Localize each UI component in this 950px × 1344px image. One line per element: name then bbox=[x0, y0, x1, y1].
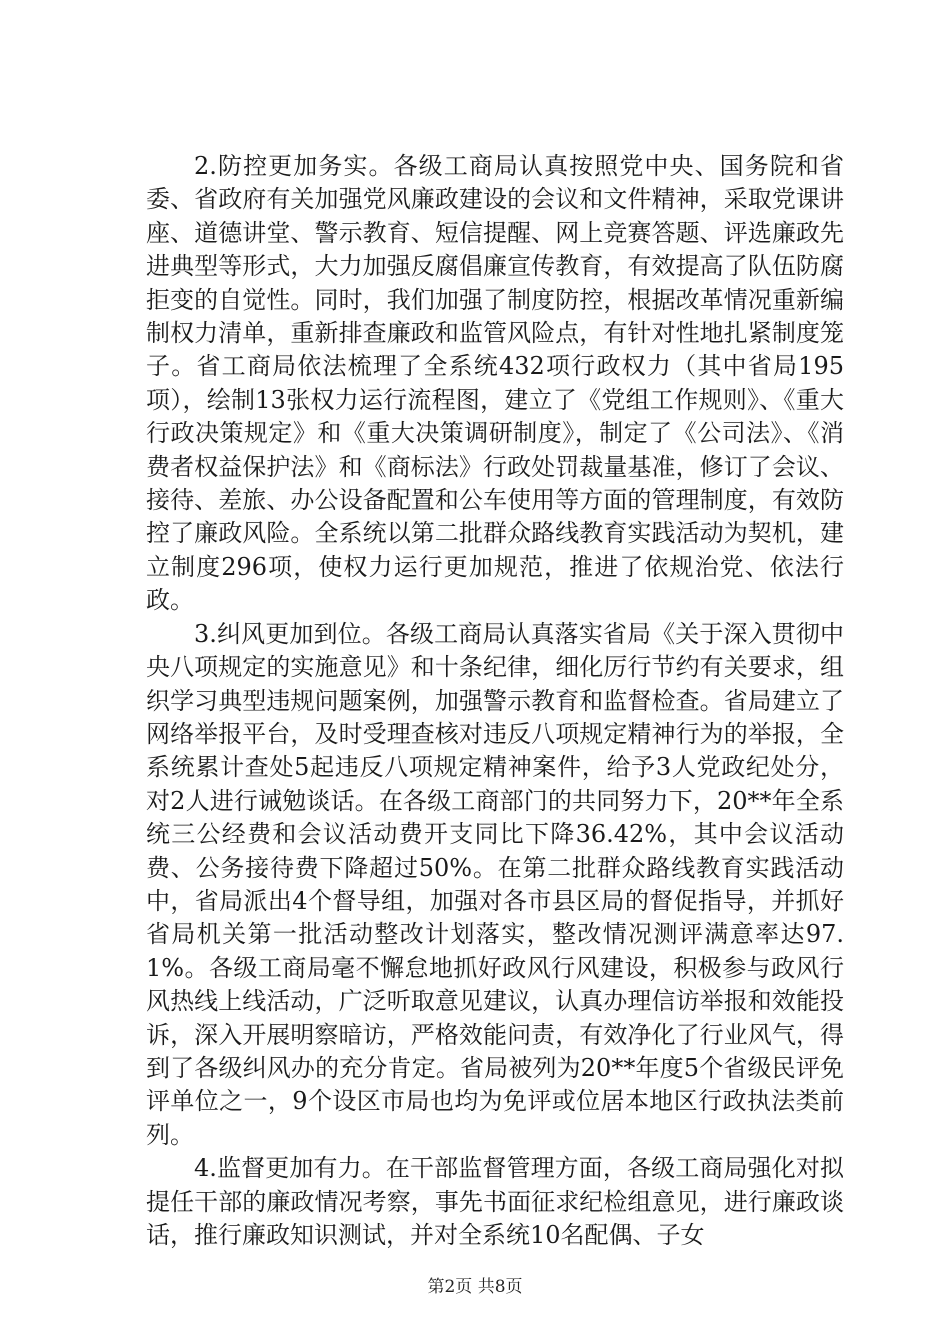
page-footer: 第2页 共8页 bbox=[427, 1277, 523, 1297]
paragraph-supervision: 4.监督更加有力。在干部监督管理方面，各级工商局强化对拟提任干部的廉政情况考察，事先书面征求纪检组意见，进行廉政谈话，推行廉政知识测试，并对全系统10名配偶、子女 bbox=[146, 1154, 844, 1249]
document-body bbox=[146, 150, 844, 1252]
paragraph-rectification: 3.纠风更加到位。各级工商局认真落实省局《关于深入贯彻中央八项规定的实施意见》和十条纪律，细化厉行节约有关要求，组织学习典型违规问题案例，加强警示教育和监督检查。省局建立了网络举报平台，及时受理查核对违反八项规定精神行为的举报，全系统累计查处5起违反八项规定精神案件，给予3人党政纪处分，对2人进行诫勉谈话。在各级工商部门的共同努力下，20**年全系统三公经费和会议活动费开支同比下降36.42%，其中会议活动费、公务接待费下降超过50%。在第二批群众路线教育实践活动中，省局派出4个督导组，加强对各市县区局的督促指导，并抓好省局机关第一批活动整改计划落实，整改情况测评满意率达97.1%。各级工商局毫不懈怠地抓好政风行风建设，积极参与政风行风热线上线活动，广泛听取意见建议，认真办理信访举报和效能投诉，深入开展明察暗访，严格效能问责，有效净化了行业风气，得到了各级纠风办的充分肯定。省局被列为20**年度5个省级民评免评单位之一，9个设区市局也均为免评或位居本地区行政执法类前列。 bbox=[146, 619, 844, 1149]
paragraph-prevention: 2.防控更加务实。各级工商局认真按照党中央、国务院和省委、省政府有关加强党风廉政建设的会议和文件精神，采取党课讲座、道德讲堂、警示教育、短信提醒、网上竞赛答题、评选廉政先进典型等形式，大力加强反腐倡廉宣传教育，有效提高了队伍防腐拒变的自觉性。同时，我们加强了制度防控，根据改革情况重新编制权力清单，重新排查廉政和监管风险点，有针对性地扎紧制度笼子。省工商局依法梳理了全系统432项行政权力（其中省局195项），绘制13张权力运行流程图，建立了《党组工作规则》、《重大行政决策规定》和《重大决策调研制度》，制定了《公司法》、《消费者权益保护法》和《商标法》行政处罚裁量基准，修订了会议、接待、差旅、办公设备配置和公车使用等方面的管理制度，有效防控了廉政风险。全系统以第二批群众路线教育实践活动为契机，建立制度296项，使权力运行更加规范，推进了依规治党、依法行政。 bbox=[146, 152, 844, 615]
